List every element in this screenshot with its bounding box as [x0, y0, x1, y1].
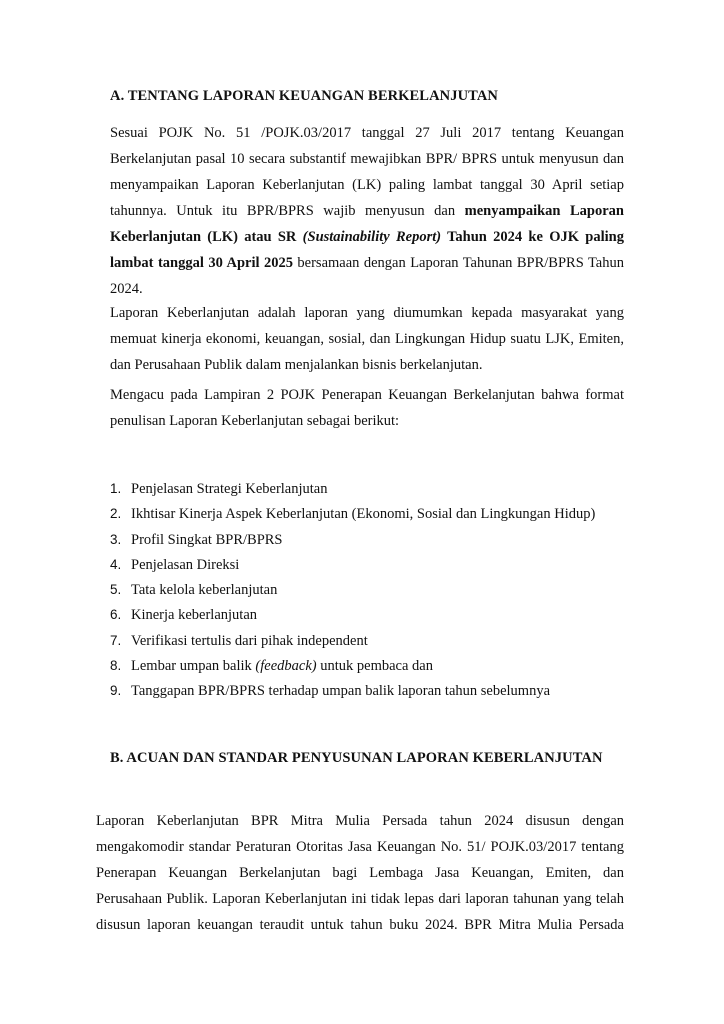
list-number: 8. — [110, 658, 122, 674]
text-line: Penerapan Keuangan Berkelanjutan bagi Lembaga Jasa Keuangan, Emiten, dan — [96, 865, 624, 881]
text-line: menyampaikan Laporan Keberlanjutan (LK) paling lambat tanggal 30 April setiap — [110, 177, 624, 193]
list-number: 9. — [110, 683, 122, 699]
list-item — [110, 653, 595, 678]
list-number: 4. — [110, 556, 122, 572]
list-number: 6. — [110, 607, 122, 623]
list-item-text: untuk pembaca dan — [316, 658, 433, 675]
list-number: 5. — [110, 582, 122, 598]
list-item — [110, 577, 595, 602]
list-item — [110, 602, 595, 627]
list-number: 3. — [110, 531, 122, 547]
text-line: Sesuai POJK No. 51 /POJK.03/2017 tanggal 27 Juli 2017 tentang Keuangan — [110, 125, 624, 141]
text-run: tahunnya. Untuk itu BPR/BPRS wajib menyusun dan — [110, 203, 465, 219]
italic-text: (feedback) — [255, 658, 317, 675]
section-a-paragraph-2 — [110, 300, 624, 378]
list-number: 2. — [110, 506, 122, 522]
list-item-text: Verifikasi tertulis dari pihak independent — [131, 632, 368, 649]
text-line: memuat kinerja ekonomi, keuangan, sosial, dan Lingkungan Hidup suatu LJK, Emiten, — [110, 331, 624, 347]
list-item-text: Kinerja keberlanjutan — [131, 607, 258, 624]
list-item-text: Penjelasan Strategi Keberlanjutan — [131, 481, 328, 497]
text-line — [110, 224, 624, 250]
section-a-heading: A. TENTANG LAPORAN KEUANGAN BERKELANJUTAN — [110, 88, 498, 104]
list-item — [110, 678, 595, 703]
list-item — [110, 527, 595, 552]
list-number: 1. — [110, 481, 122, 496]
section-a-paragraph-1 — [110, 120, 624, 302]
list-item-text: Lembar umpan balik — [131, 658, 256, 675]
bold-text: Tahun 2024 ke OJK paling — [441, 229, 624, 245]
list-item-text: Tanggapan BPR/BPRS terhadap umpan balik laporan tahun sebelumnya — [131, 683, 551, 700]
text-line: mengakomodir standar Peraturan Otoritas Jasa Keuangan No. 51/ POJK.03/2017 tentang — [96, 839, 624, 855]
text-line: Perusahaan Publik. Laporan Keberlanjutan ini tidak lepas dari laporan tahunan yang telah — [96, 891, 624, 907]
list-item-text: Profil Singkat BPR/BPRS — [131, 531, 283, 548]
text-line: Laporan Keberlanjutan BPR Mitra Mulia Persada tahun 2024 disusun dengan — [96, 813, 624, 829]
section-a-paragraph-3 — [110, 382, 624, 434]
text-line: 2024. — [110, 281, 143, 297]
list-item-text: Tata kelola keberlanjutan — [131, 582, 278, 599]
bold-text: Keberlanjutan (LK) atau SR — [110, 229, 303, 245]
list-item — [110, 501, 595, 526]
bold-text: lambat tanggal 30 April 2025 — [110, 255, 293, 271]
text-line: Berkelanjutan pasal 10 secara substantif mewajibkan BPR/ BPRS untuk menyusun dan — [110, 151, 624, 167]
list-item — [110, 476, 595, 501]
text-line: penulisan Laporan Keberlanjutan sebagai berikut: — [110, 413, 400, 429]
text-line: dan Perusahaan Publik dalam menjalankan bisnis berkelanjutan. — [110, 357, 483, 373]
section-b-heading: B. ACUAN DAN STANDAR PENYUSUNAN LAPORAN KEBERLANJUTAN — [110, 750, 603, 766]
text-line: Laporan Keberlanjutan adalah laporan yang diumumkan kepada masyarakat yang — [110, 305, 624, 321]
text-run: bersamaan dengan Laporan Tahunan BPR/BPRS Tahun — [292, 255, 624, 271]
list-item — [110, 552, 595, 577]
text-line — [110, 198, 624, 224]
list-item-text: Penjelasan Direksi — [131, 556, 240, 573]
text-line — [110, 250, 624, 276]
list-number: 7. — [110, 632, 122, 648]
bold-italic-text: (Sustainability Report) — [302, 229, 442, 245]
bold-text: menyampaikan Laporan — [464, 203, 624, 219]
list-item-text: Ikhtisar Kinerja Aspek Keberlanjutan (Ekonomi, Sosial dan Lingkungan Hidup) — [131, 506, 596, 523]
text-line: Mengacu pada Lampiran 2 POJK Penerapan Keuangan Berkelanjutan bahwa format — [110, 387, 624, 403]
list-item — [110, 628, 595, 653]
section-b-paragraph-1 — [96, 808, 624, 938]
text-line: disusun laporan keuangan teraudit untuk tahun buku 2024. BPR Mitra Mulia Persada — [96, 917, 624, 933]
format-list — [110, 476, 595, 704]
